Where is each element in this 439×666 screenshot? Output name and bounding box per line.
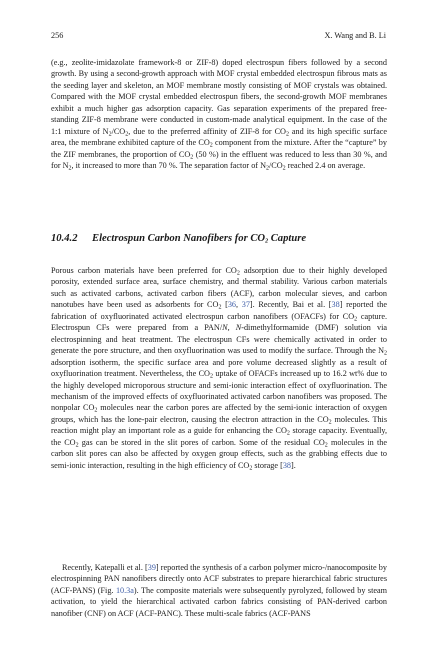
citation-link[interactable]: 36 — [227, 300, 237, 310]
citation-link[interactable]: 38 — [331, 300, 340, 310]
section-heading — [51, 232, 387, 246]
running-head-authors: X. Wang and B. Li — [324, 31, 386, 40]
figure-link[interactable]: 10.3a — [115, 585, 134, 595]
citation-link[interactable]: 38 — [282, 460, 291, 470]
paragraph-1: (e.g., zeolite-imidazolate framework-8 or ZIF-8) doped electrospun fibers followed by a second growth. By using a second-growth approach with MOF crystal embedded electrospun fibrous mats as the seeding layer and skeleton, an MOF membrane mostly consisting of MOF crystals was obtained. Compared with the MOF crystal embedded electrospun fibers, the second-growth MOF membranes exhibit a much higher gas adsorption capacity. Gas separation experiments of the prepared free-standing ZIF-8 membrane were conducted in custom-made analytical equipment. In the case of the 1:1 mixture of $N_2/CO_2$, due to the preferred affinity of ZIF-8 for $CO_2$ and its high specific surface area, the membrane exhibited capture of the $CO_2$ component from the mixture. After the “capture” by the ZIF membranes, the proportion of $CO_2$ (50 %) in the effluent was reduced to less than 30 %, and for $N_2$, it increased to more than 70 %. The separation factor of $N_2/CO_2$ reached 2.4 on average. — [51, 58, 387, 172]
paragraph-2: Porous carbon materials have been preferred for $CO_2$ adsorption due to their highly developed porosity, extended surface area, surface chemistry, and thermal stability. Various carbon materials such as activated carbons, activated carbon fibers (ACF), carbon molecular sieves, and carbon nanotubes have been used as adsorbents for $CO_2$ [36, 37]. Recently, Bai et al. [38] reported the fabrication of oxyfluorinated activated electrospun carbon nanofibers (OFACFs) for $CO_2$ capture. Electrospun CFs were prepared from a PAN/N, N-dimethylformamide (DMF) solution via electrospinning and heat treatment. The electrospun CFs were chemically activated in order to generate the pore structure, and then oxyfluorination was used to modify the surface. Through the $N_2$ adsorption isotherm, the specific surface area and pore volume decreased slightly as a result of oxyfluorination treatment. Nevertheless, the $CO_2$ uptake of OFACFs increased up to 16.2 wt% due to the highly developed microporous structure and semi-ionic interaction effect of oxyfluorination. The mechanism of the improved effects of oxyfluorinated activated carbon nanofibers was proposed. The nonpolar $CO_2$ molecules near the carbon pores are affected by the semi-ionic interaction of oxygen groups, which has the lone-pair electron, causing the electron attraction in the $CO_2$ molecules. This reaction might play an important role as a guide for enhancing the $CO_2$ storage capacity. Eventually, the $CO_2$ gas can be stored in the slit pores of carbon. Some of the residual $CO_2$ molecules in the carbon slit pores can also be affected by oxygen group effects, such as the grabbing effects due to semi-ionic interaction, resulting in the high efficiency of $CO_2$ storage [38]. — [51, 266, 388, 472]
paragraph-3: Recently, Katepalli et al. [39] reported the synthesis of a carbon polymer micro-/nanocomposite by electrospinning PAN nanofibers directly onto ACF substrates to prepare hierarchical fabric structures (ACF-PANS) (Fig. 10.3a). The composite materials were subsequently pyrolyzed, followed by steam activation, to yield the hierarchical activated carbon fabrics consisting of PAN-derived carbon nanofiber (CNF) on ACF (ACF-PANC). These multi-scale fabrics (ACF-PANS — [51, 563, 387, 618]
citation-link[interactable]: 37 — [241, 300, 250, 310]
running-header — [51, 31, 386, 43]
section-title: Electrospun Carbon Nanofibers for $CO_2$ Capture — [92, 233, 307, 245]
page-number: 256 — [51, 31, 64, 40]
citation-link[interactable]: 39 — [147, 563, 156, 572]
section-number: 10.4.2 — [51, 233, 78, 244]
